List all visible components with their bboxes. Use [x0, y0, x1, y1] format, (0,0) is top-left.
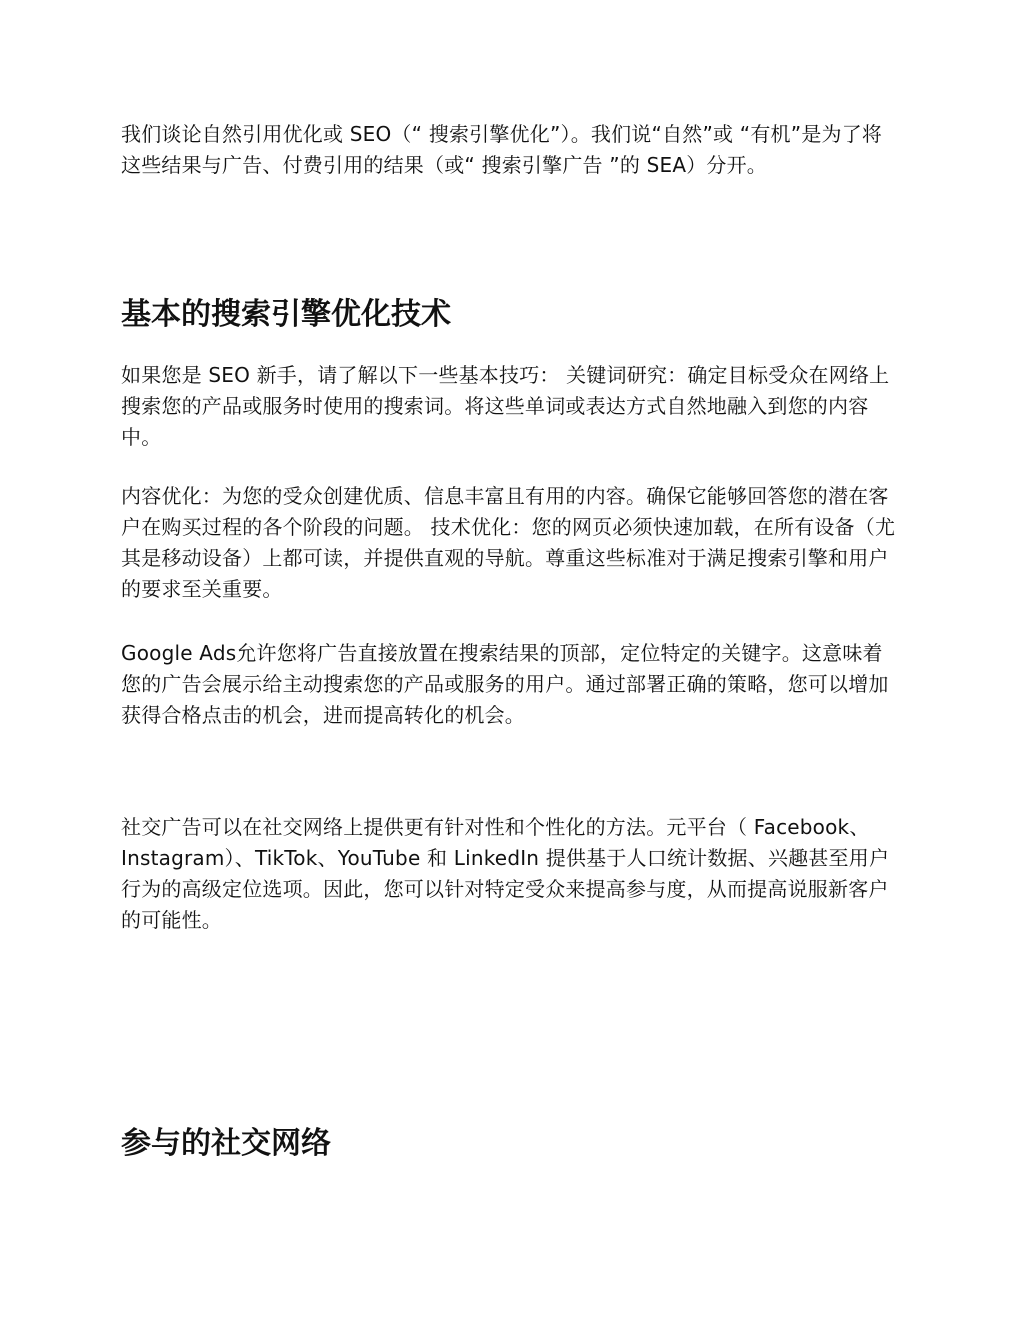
paragraph-content-optimization: 内容优化：为您的受众创建优质、信息丰富且有用的内容。确保它能够回答您的潜在客户在购买过程的各个阶段的问题。 技术优化：您的网页必须快速加载，在所有设备（尤其是移动设备）上都可读，并提供直观的导航。尊重这些标准对于满足搜索引擎和用户的要求至关重要。 [121, 484, 896, 601]
intro-paragraph: 我们谈论自然引用优化或 SEO（“ 搜索引擎优化”）。我们说“自然”或 “有机”是为了将这些结果与广告、付费引用的结果（或“ 搜索引擎广告 ”的 SEA）分开。 [121, 122, 883, 177]
section-heading-seo-techniques: 基本的搜索引擎优化技术 [121, 297, 451, 332]
paragraph-seo-basics: 如果您是 SEO 新手，请了解以下一些基本技巧： 关键词研究：确定目标受众在网络上搜索您的产品或服务时使用的搜索词。将这些单词或表达方式自然地融入到您的内容中。 [121, 363, 890, 449]
paragraph-google-ads: Google Ads允许您将广告直接放置在搜索结果的顶部，定位特定的关键字。这意味着您的广告会展示给主动搜索您的产品或服务的用户。通过部署正确的策略，您可以增加获得合格点击的机会，进而提高转化的机会。 [121, 641, 889, 727]
section-heading-social-networks: 参与的社交网络 [121, 1126, 331, 1161]
paragraph-social-ads: 社交广告可以在社交网络上提供更有针对性和个性化的方法。元平台（ Facebook、Instagram）、TikTok、YouTube 和 LinkedIn 提供基于人口统计数据、兴趣甚至用户行为的高级定位选项。因此，您可以针对特定受众来提高参与度，从而提高说服新客户的可能性。 [121, 815, 890, 932]
